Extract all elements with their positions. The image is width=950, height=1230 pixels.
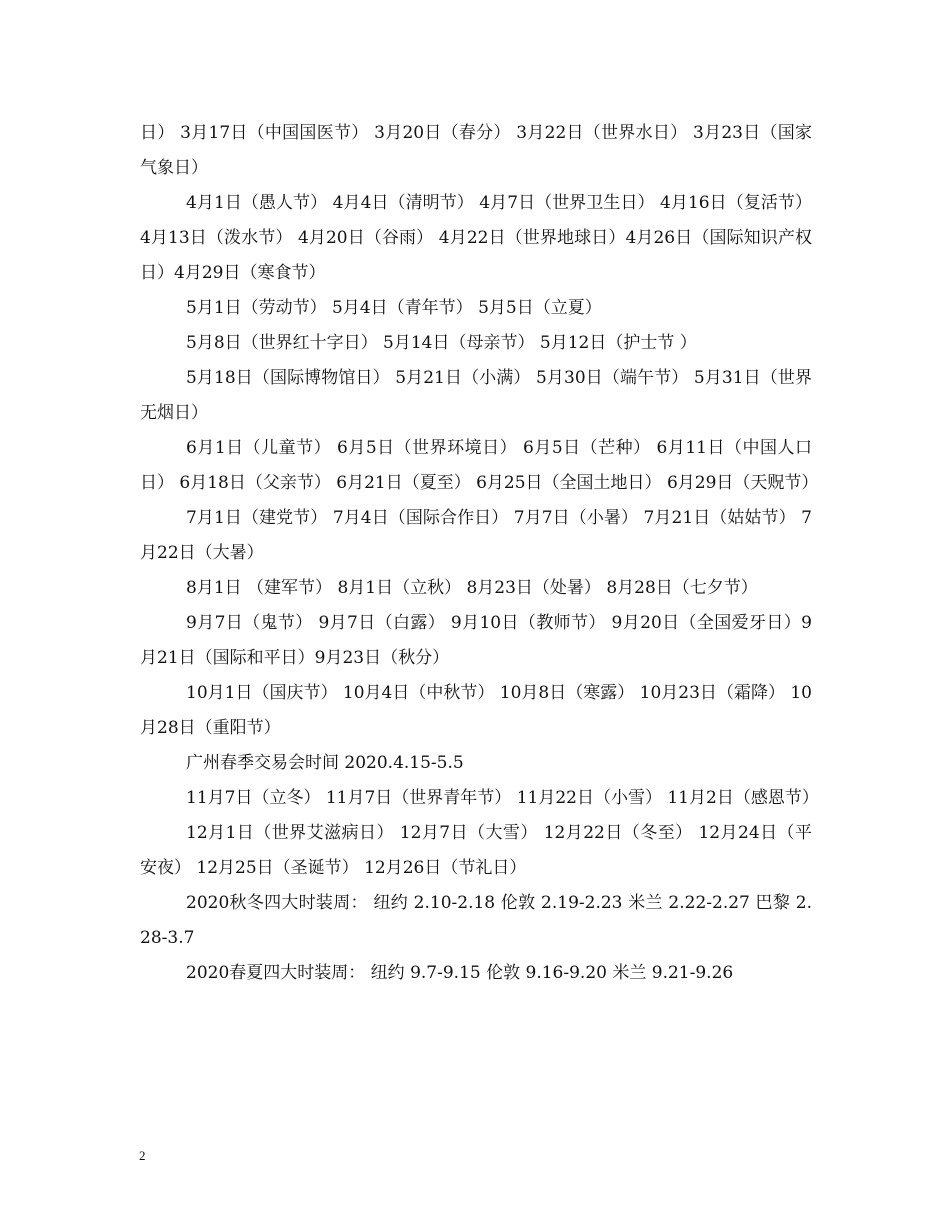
paragraph-july: 7月1日（建党节） 7月4日（国际合作日） 7月7日（小暑） 7月21日（姑姑节） 7月22日（大暑） xyxy=(140,508,812,563)
paragraph-may-1: 5月1日（劳动节） 5月4日（青年节） 5月5日（立夏） xyxy=(186,298,602,318)
paragraph-may-3: 5月18日（国际博物馆日） 5月21日（小满） 5月30日（端午节） 5月31日（世界无烟日） xyxy=(140,368,812,423)
page-number: 2 xyxy=(139,1148,146,1163)
paragraph-august: 8月1日 （建军节） 8月1日（立秋） 8月23日（处暑） 8月28日（七夕节） xyxy=(186,578,758,598)
paragraph-september: 9月7日（鬼节） 9月7日（白露） 9月10日（教师节） 9月20日（全国爱牙日）9月21日（国际和平日）9月23日（秋分） xyxy=(140,613,812,668)
paragraph-fashion-week-fall: 2020秋冬四大时装周： 纽约 2.10-2.18 伦敦 2.19-2.23 米兰 2.22-2.27 巴黎 2.28-3.7 xyxy=(140,893,812,948)
paragraph-may-2: 5月8日（世界红十字日） 5月14日（母亲节） 5月12日（护士节 ） xyxy=(186,333,697,353)
paragraph-december: 12月1日（世界艾滋病日） 12月7日（大雪） 12月22日（冬至） 12月24日（平安夜） 12月25日（圣诞节） 12月26日（节礼日） xyxy=(140,823,812,878)
paragraph-november: 11月7日（立冬） 11月7日（世界青年节） 11月22日（小雪） 11月2日（感恩节） xyxy=(186,788,819,808)
paragraph-march: 日） 3月17日（中国国医节） 3月20日（春分） 3月22日（世界水日） 3月23日（国家气象日） xyxy=(140,123,812,178)
paragraph-fashion-week-spring: 2020春夏四大时装周： 纽约 9.7-9.15 伦敦 9.16-9.20 米兰 9.21-9.26 xyxy=(186,963,734,983)
paragraph-april: 4月1日（愚人节） 4月4日（清明节） 4月7日（世界卫生日） 4月16日（复活节） 4月13日（泼水节） 4月20日（谷雨） 4月22日（世界地球日）4月26日（国际知识产权日）4月29日（寒食节） xyxy=(140,193,812,283)
paragraph-canton-fair: 广州春季交易会时间 2020.4.15-5.5 xyxy=(186,753,464,773)
paragraph-october: 10月1日（国庆节） 10月4日（中秋节） 10月8日（寒露） 10月23日（霜降） 10月28日（重阳节） xyxy=(140,683,812,738)
paragraph-june: 6月1日（儿童节） 6月5日（世界环境日） 6月5日（芒种） 6月11日（中国人口日） 6月18日（父亲节） 6月21日（夏至） 6月25日（全国土地日） 6月29日（天贶节） xyxy=(140,438,819,493)
document-body xyxy=(140,116,819,991)
